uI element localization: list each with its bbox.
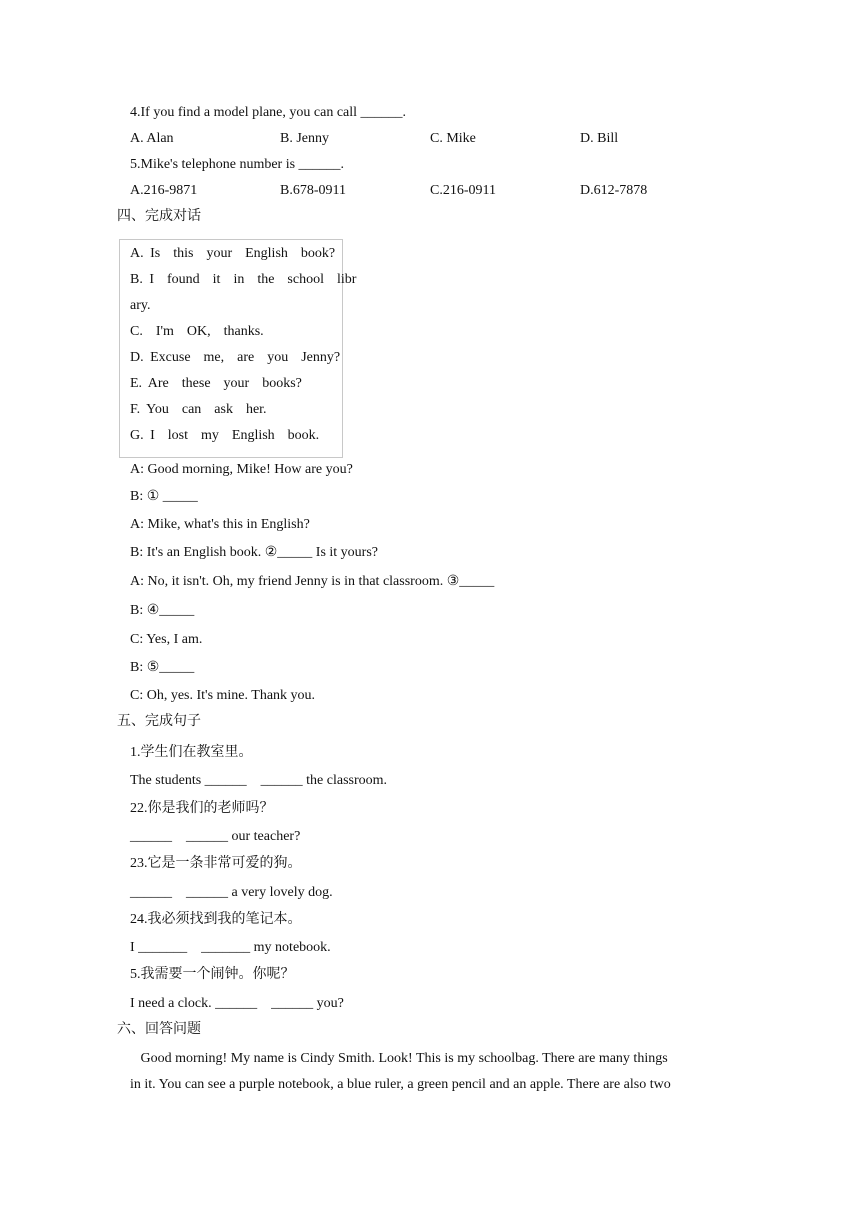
sentence-blank: I need a clock. ______ ______ you? — [130, 996, 344, 1011]
section4-heading: 四、完成对话 — [117, 209, 201, 224]
sentence-blank: ______ ______ our teacher? — [130, 829, 301, 844]
sentence-prompt: 5.我需要一个闹钟。你呢？ — [130, 967, 295, 982]
dialogue-line: C: Oh, yes. It's mine. Thank you. — [130, 688, 316, 703]
box-line-b: B. I found it in the school libr — [130, 272, 357, 287]
dialogue-line: A: No, it isn't. Oh, my friend Jenny is in that classroom. ③_____ — [130, 574, 495, 589]
q4-option-b: B. Jenny — [280, 131, 329, 146]
box-line-a: A. Is this your English book? — [130, 246, 336, 261]
sentence-prompt: 24.我必须找到我的笔记本。 — [130, 912, 302, 927]
dialogue-line: A: Good morning, Mike! How are you? — [130, 462, 353, 477]
dialogue-line: B: It's an English book. ②_____ Is it yours? — [130, 545, 379, 560]
q4-stem: 4.If you find a model plane, you can call ______. — [130, 105, 407, 120]
q5-option-a: A.216-9871 — [130, 183, 198, 198]
sentence-blank: The students ______ ______ the classroom. — [130, 773, 388, 788]
box-line-d: D. Excuse me, are you Jenny? — [130, 350, 341, 365]
q5-stem: 5.Mike's telephone number is ______. — [130, 157, 345, 172]
sentence-prompt: 1.学生们在教室里。 — [130, 745, 253, 760]
q4-option-d: D. Bill — [580, 131, 619, 146]
dialogue-line: A: Mike, what's this in English? — [130, 517, 310, 532]
box-line-g: G. I lost my English book. — [130, 428, 320, 443]
section6-heading: 六、回答问题 — [117, 1022, 201, 1037]
reading-paragraph-line-1: Good morning! My name is Cindy Smith. Look! This is my schoolbag. There are many things — [130, 1051, 668, 1066]
sentence-prompt: 23.它是一条非常可爱的狗。 — [130, 856, 302, 871]
box-line-c: C. I'm OK, thanks. — [130, 324, 264, 339]
section5-heading: 五、完成句子 — [117, 714, 201, 729]
dialogue-line: B: ⑤_____ — [130, 660, 195, 675]
sentence-blank: I _______ _______ my notebook. — [130, 940, 331, 955]
dialogue-line: C: Yes, I am. — [130, 632, 203, 647]
q4-option-c: C. Mike — [430, 131, 476, 146]
box-line-b-cont: ary. — [130, 298, 151, 313]
q5-option-d: D.612-7878 — [580, 183, 648, 198]
reading-paragraph-line-2: in it. You can see a purple notebook, a blue ruler, a green pencil and an apple. There are also two — [130, 1077, 671, 1092]
q4-option-a: A. Alan — [130, 131, 174, 146]
box-line-e: E. Are these your books? — [130, 376, 302, 391]
box-line-f: F. You can ask her. — [130, 402, 267, 417]
sentence-prompt: 22.你是我们的老师吗？ — [130, 801, 274, 816]
q5-option-b: B.678-0911 — [280, 183, 346, 198]
dialogue-line: B: ① _____ — [130, 489, 198, 504]
sentence-blank: ______ ______ a very lovely dog. — [130, 885, 333, 900]
q5-option-c: C.216-0911 — [430, 183, 496, 198]
dialogue-line: B: ④_____ — [130, 603, 195, 618]
